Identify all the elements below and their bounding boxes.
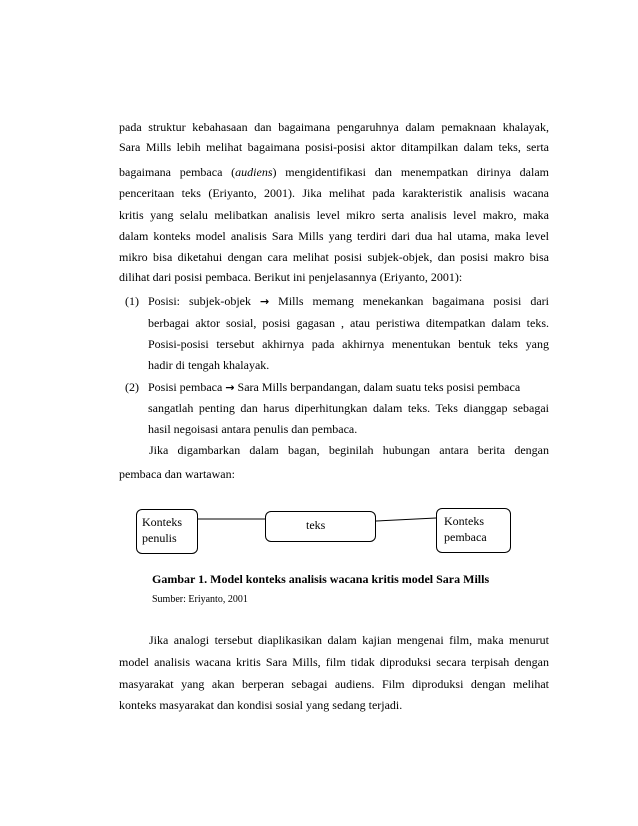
paragraph1-line-2: Sara Mills lebih melihat bagaimana posisi-posisi aktor ditampilkan dalam teks, serta xyxy=(119,140,549,154)
connector-right-line xyxy=(376,518,436,521)
list-item-2-line-2: sangatlah penting dan harus diperhitungkan dalam teks. Teks dianggap sebagai xyxy=(148,401,549,415)
list-item-1-text: Mills memang menekankan bagaimana posisi dari xyxy=(278,294,550,308)
right-arrow-icon: → xyxy=(225,381,235,394)
paragraph1-italic-audiens: audiens xyxy=(235,165,273,179)
paragraph3-line-3: masyarakat yang akan berperan sebagai audiens. Film diproduksi dengan melihat xyxy=(119,677,549,691)
konteks-penulis-label-2: penulis xyxy=(142,531,177,545)
right-arrow-icon: → xyxy=(259,295,270,308)
paragraph1-line-8: dilihat dari posisi pembaca. Berikut ini penjelasannya (Eriyanto, 2001): xyxy=(119,270,463,284)
list-item-1-number: (1) xyxy=(125,294,139,308)
list-item-1-line-3: Posisi-posisi tersebut akhirnya pada akhirnya menentukan bentuk teks yang xyxy=(148,337,549,351)
paragraph3-line-4: konteks masyarakat dan kondisi sosial yang sedang terjadi. xyxy=(119,698,403,712)
figure-source: Sumber: Eriyanto, 2001 xyxy=(152,594,248,605)
list-item-1-line-2: berbagai aktor sosial, posisi gagasan , atau peristiwa ditempatkan dalam teks. xyxy=(148,316,549,330)
paragraph1-line-1: pada struktur kebahasaan dan bagaimana pengaruhnya dalam pemaknaan khalayak, xyxy=(119,120,549,134)
paragraph1-line-5: kritis yang selalu melibatkan analisis level mikro serta analisis level makro, maka xyxy=(119,208,549,222)
paragraph1-line-3-part-a: bagaimana pembaca ( xyxy=(119,165,236,179)
paragraph1-line-6: dalam konteks model analisis Sara Mills yang terdiri dari dua hal utama, maka level xyxy=(119,229,549,243)
list-item-2-line-3: hasil negoisasi antara penulis dan pembaca. xyxy=(148,422,358,436)
teks-box xyxy=(265,511,376,542)
paragraph1-line-3-part-b: ) mengidentifikasi dan menempatkan dirinya dalam xyxy=(272,165,549,179)
konteks-pembaca-label-1: Konteks xyxy=(444,514,484,528)
konteks-pembaca-label-2: pembaca xyxy=(444,530,487,544)
paragraph3-line-2: model analisis wacana kritis Sara Mills, film tidak diproduksi secara terpisah dengan xyxy=(119,655,549,669)
paragraph1-line-7: mikro bisa diketahui dengan cara melihat posisi subjek-objek, dan posisi makro bisa xyxy=(119,250,549,264)
list-item-2-text: Sara Mills berpandangan, dalam suatu teks posisi pembaca xyxy=(237,380,521,394)
figure-caption: Gambar 1. Model konteks analisis wacana kritis model Sara Mills xyxy=(152,572,490,586)
teks-label: teks xyxy=(306,518,326,532)
konteks-penulis-label-1: Konteks xyxy=(142,515,182,529)
paragraph1-line-4: penceritaan teks (Eriyanto, 2001). Jika melihat pada karakteristik analisis wacana xyxy=(119,186,549,200)
list-item-2-number: (2) xyxy=(125,380,139,394)
list-item-1-line-4: hadir di tengah khalayak. xyxy=(148,358,270,372)
list-item-1-lead: Posisi: subjek-objek xyxy=(148,294,251,308)
paragraph2-line-1: Jika digambarkan dalam bagan, beginilah hubungan antara berita dengan xyxy=(149,443,549,457)
paragraph2-line-2: pembaca dan wartawan: xyxy=(119,467,235,481)
konteks-penulis-box xyxy=(136,509,198,554)
paragraph3-line-1: Jika analogi tersebut diaplikasikan dalam kajian mengenai film, maka menurut xyxy=(149,633,549,647)
list-item-2-lead: Posisi pembaca xyxy=(148,380,223,394)
konteks-pembaca-box xyxy=(436,508,511,553)
